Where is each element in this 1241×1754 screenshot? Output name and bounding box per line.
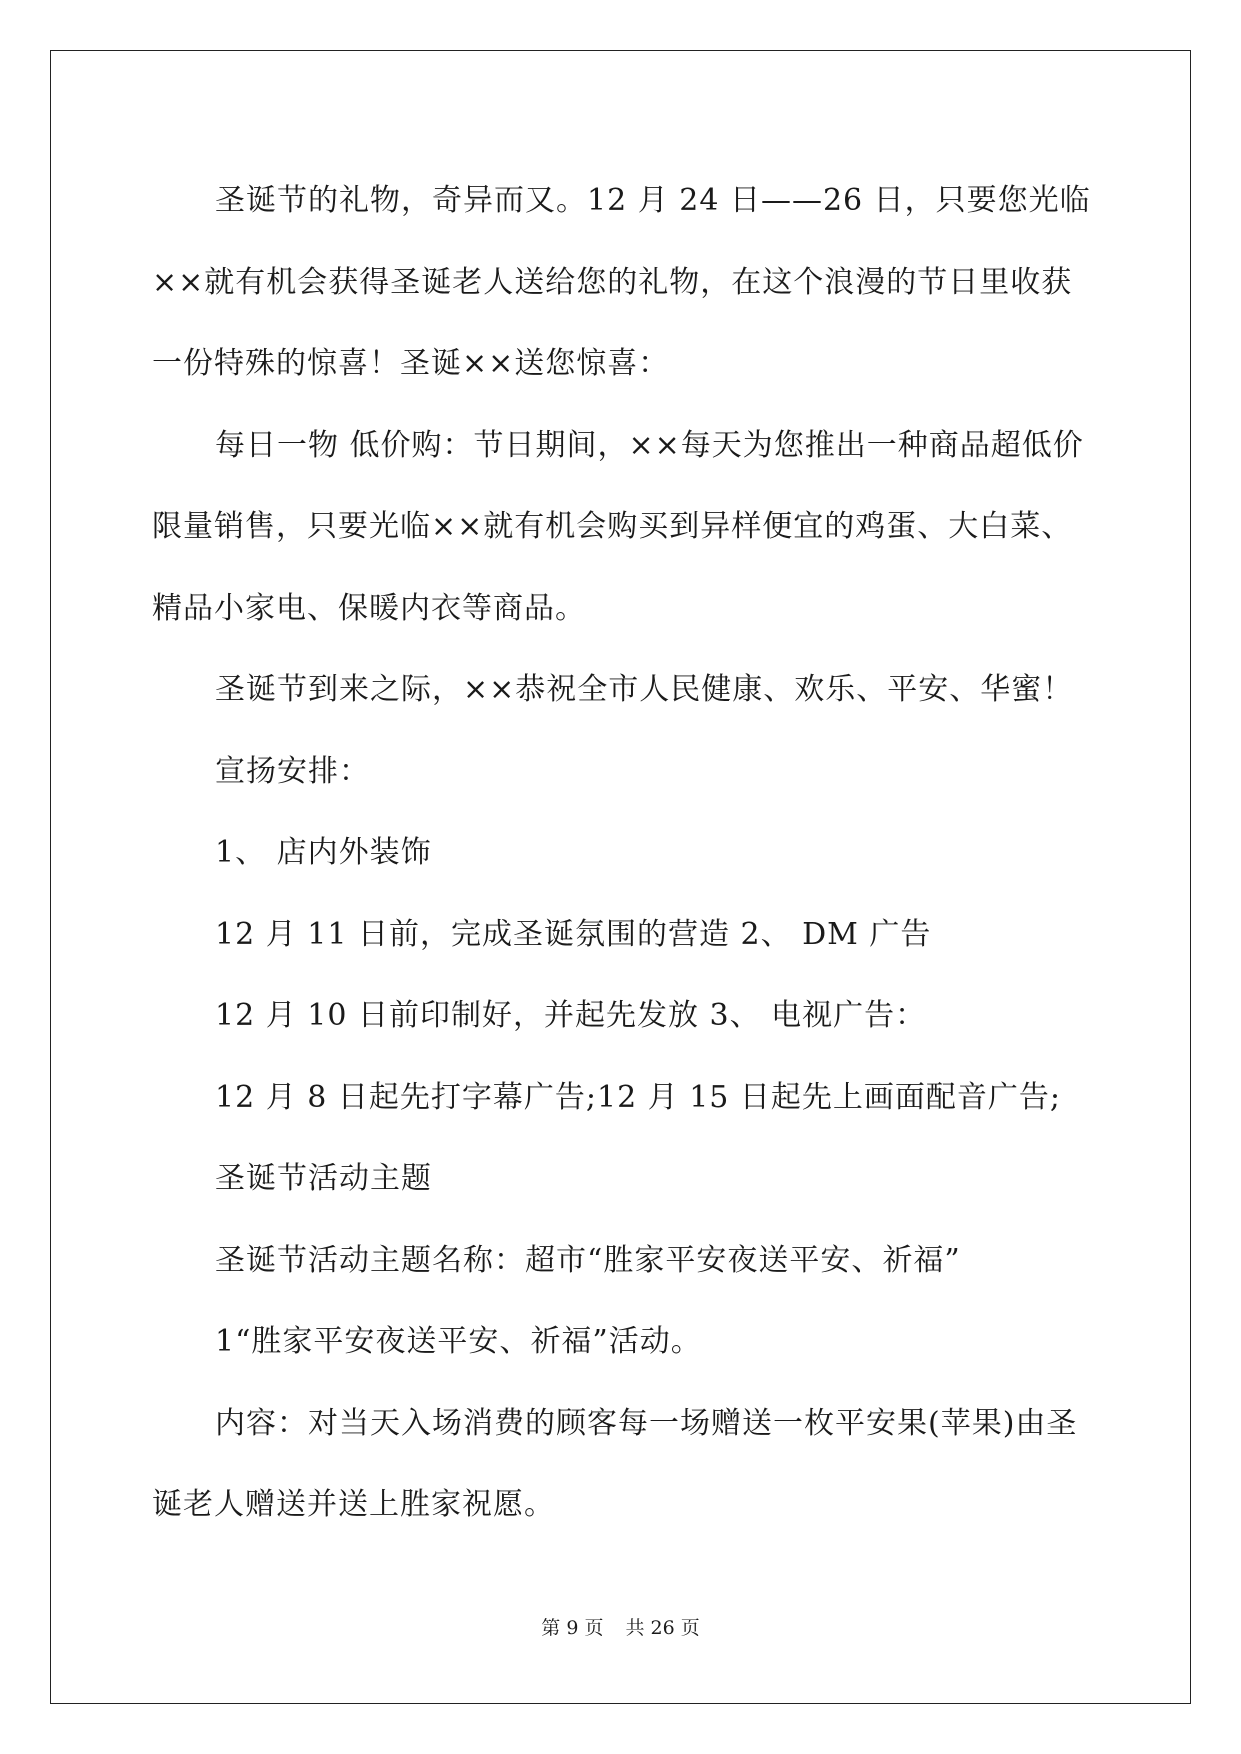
- paragraph-activity-content: 内容：对当天入场消费的顾客每一场赠送一枚平安果(苹果)由圣诞老人赠送并送上胜家祝愿。: [152, 1405, 1078, 1522]
- paragraph-item-1: 1、 店内外装饰: [215, 835, 432, 870]
- paragraph-theme-heading: 圣诞节活动主题: [215, 1161, 432, 1196]
- paragraph-theme-name: 圣诞节活动主题名称：超市“胜家平安夜送平安、祈福”: [215, 1242, 961, 1278]
- page-total: 共 26 页: [625, 1617, 700, 1639]
- paragraph-item-3: 12 月 10 日前印制好，并起先发放 3、 电视广告：: [215, 998, 927, 1033]
- paragraph-greeting: 圣诞节到来之际，××恭祝全市人民健康、欢乐、平安、华蜜！: [215, 672, 1074, 707]
- paragraph-item-2: 12 月 11 日前，完成圣诞氛围的营造 2、 DM 广告: [215, 916, 932, 952]
- paragraph-activity-1: 1“胜家平安夜送平安、祈福”活动。: [215, 1324, 702, 1359]
- paragraph-promo-heading: 宣扬安排：: [215, 753, 370, 789]
- paragraph-tv-schedule: 12 月 8 日起先打字幕广告;12 月 15 日起先上画面配音广告;: [215, 1079, 1062, 1115]
- document-body: [152, 160, 1092, 1546]
- paragraph-daily-deal: 每日一物 低价购：节日期间，××每天为您推出一种商品超低价限量销售，只要光临××就有机会购买到异样便宜的鸡蛋、大白菜、精品小家电、保暖内衣等商品。: [152, 427, 1084, 626]
- paragraph-gift-intro: 圣诞节的礼物，奇异而又。12 月 24 日——26 日，只要您光临××就有机会获得圣诞老人送给您的礼物，在这个浪漫的节日里收获一份特殊的惊喜！圣诞××送您惊喜：: [152, 183, 1091, 381]
- page-footer: [0, 1613, 1241, 1640]
- page-number: 第 9 页: [541, 1617, 604, 1639]
